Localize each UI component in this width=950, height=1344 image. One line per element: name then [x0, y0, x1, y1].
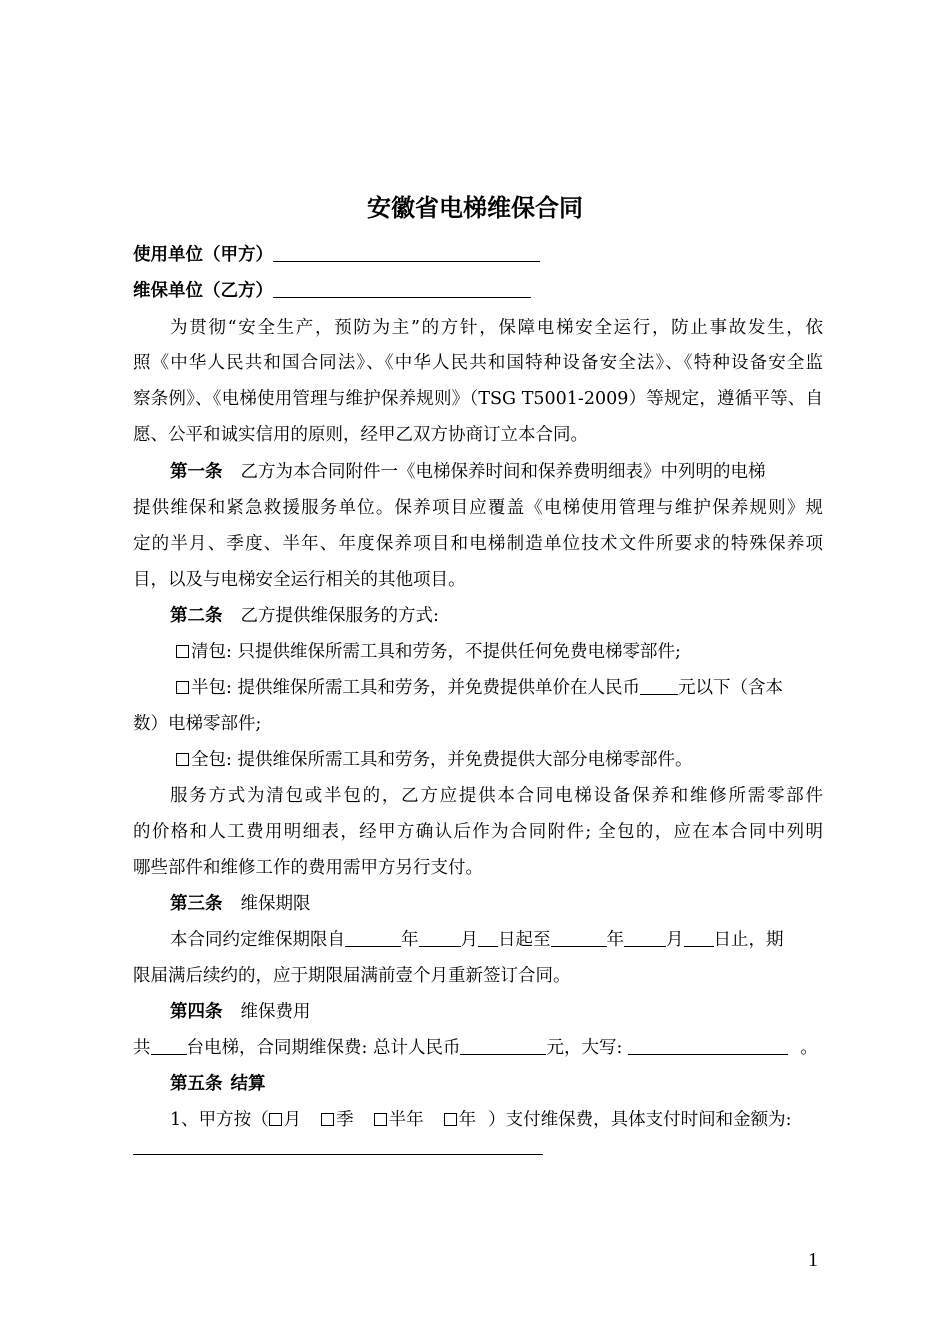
party-a-blank[interactable] — [273, 243, 540, 262]
article-4-line — [170, 1000, 870, 1024]
option-full-package[interactable] — [176, 748, 876, 772]
party-a-label: 使用单位（甲方） — [133, 245, 273, 265]
end-year-blank[interactable] — [551, 928, 607, 947]
document-title: 安徽省电梯维保合同 — [367, 194, 583, 222]
option-clean-package[interactable] — [176, 640, 876, 664]
payment-text: ）支付维保费，具体支付时间和金额为: — [488, 1110, 792, 1130]
party-b-label: 维保单位（乙方） — [133, 281, 273, 301]
fee-text: 元，大写: — [546, 1038, 623, 1058]
article-2-intro: 乙方提供维保服务的方式: — [240, 606, 439, 626]
article-3-heading: 第三条 — [170, 894, 223, 914]
payment-option-month: 月 — [283, 1110, 302, 1130]
elevator-count-blank[interactable] — [151, 1036, 187, 1055]
party-b-blank[interactable] — [273, 279, 531, 298]
fee-amount-blank[interactable] — [460, 1036, 546, 1055]
article-4-subject: 维保费用 — [240, 1002, 311, 1022]
party-a-line — [133, 243, 833, 267]
checkbox-clean[interactable] — [176, 645, 189, 658]
checkbox-year[interactable] — [444, 1113, 457, 1126]
fee-text: 台电梯，合同期维保费: 总计人民币 — [186, 1038, 461, 1058]
preamble-line: 愿、公平和诚实信用的原则，经甲乙双方协商订立本合同。 — [133, 425, 588, 445]
payment-cycle-line — [170, 1108, 870, 1132]
option-half-continued: 数）电梯零部件; — [133, 714, 262, 734]
term-text: 月 — [666, 930, 684, 950]
term-text: 本合同约定维保期限自 — [170, 930, 345, 950]
checkbox-half-year[interactable] — [374, 1113, 387, 1126]
payment-option-half-year: 半年 — [388, 1110, 424, 1130]
option-full-text: 全包: 提供维保所需工具和劳务，并免费提供大部分电梯零部件。 — [191, 750, 693, 770]
term-text: 日止，期 — [713, 930, 784, 950]
article-1-line: 目，以及与电梯安全运行相关的其他项目。 — [133, 570, 466, 590]
unit-price-blank[interactable] — [640, 676, 678, 695]
checkbox-full[interactable] — [176, 753, 189, 766]
fee-words-blank[interactable] — [628, 1036, 788, 1055]
article-2-note: 服务方式为清包或半包的，乙方应提供本合同电梯设备保养和维修所需零部件 — [170, 786, 823, 806]
term-text: 日起至 — [498, 930, 551, 950]
article-2-note: 哪些部件和维修工作的费用需甲方另行支付。 — [133, 858, 483, 878]
payment-option-year: 年 — [458, 1110, 477, 1130]
page-number: 1 — [808, 1249, 818, 1271]
party-b-line — [133, 279, 833, 303]
payment-detail-blank[interactable] — [133, 1154, 543, 1155]
article-4-heading: 第四条 — [170, 1002, 223, 1022]
article-1-line — [170, 460, 870, 484]
term-text: 月 — [460, 930, 478, 950]
term-period-line — [170, 928, 870, 952]
start-year-blank[interactable] — [345, 928, 401, 947]
article-5-subject: 结算 — [230, 1074, 266, 1094]
option-half-package[interactable] — [176, 676, 876, 700]
payment-option-quarter: 季 — [336, 1110, 354, 1130]
preamble-line: 为贯彻“安全生产，预防为主”的方针，保障电梯安全运行，防止事故发生，依 — [170, 318, 823, 338]
preamble-line: 察条例》、《电梯使用管理与维护保养规则》（TSG T5001-2009）等规定，遵循平等、自 — [133, 389, 823, 409]
checkbox-month[interactable] — [269, 1113, 282, 1126]
article-1-heading: 第一条 — [170, 462, 223, 482]
start-month-blank[interactable] — [419, 928, 461, 947]
term-renewal-line: 限届满后续约的，应于期限届满前壹个月重新签订合同。 — [133, 966, 571, 986]
article-3-subject: 维保期限 — [240, 894, 311, 914]
article-2-heading: 第二条 — [170, 606, 223, 626]
article-2-note: 的价格和人工费用明细表，经甲方确认后作为合同附件; 全包的，应在本合同中列明 — [133, 822, 823, 842]
article-3-line — [170, 892, 870, 916]
option-half-text: 半包: 提供维保所需工具和劳务，并免费提供单价在人民币 — [191, 678, 640, 698]
article-5-line — [170, 1072, 870, 1096]
option-clean-text: 清包: 只提供维保所需工具和劳务，不提供任何免费电梯零部件; — [191, 642, 681, 662]
checkbox-quarter[interactable] — [321, 1113, 334, 1126]
checkbox-half[interactable] — [176, 681, 189, 694]
term-text: 年 — [606, 930, 624, 950]
fee-text: 共 — [133, 1038, 151, 1058]
article-1-line: 提供维保和紧急救援服务单位。保养项目应覆盖《电梯使用管理与维护保养规则》规 — [133, 498, 823, 518]
fee-line — [133, 1036, 833, 1060]
preamble-line: 照《中华人民共和国合同法》、《中华人民共和国特种设备安全法》、《特种设备安全监 — [133, 353, 823, 373]
start-day-blank[interactable] — [478, 928, 498, 947]
end-day-blank[interactable] — [684, 928, 714, 947]
article-5-heading: 第五条 — [170, 1074, 223, 1094]
payment-text: 1、甲方按（ — [170, 1110, 269, 1130]
article-1-text: 乙方为本合同附件一《电梯保养时间和保养费明细表》中列明的电梯 — [240, 462, 766, 482]
term-text: 年 — [401, 930, 419, 950]
end-month-blank[interactable] — [624, 928, 666, 947]
article-2-line — [170, 604, 870, 628]
fee-text: 。 — [800, 1038, 818, 1058]
option-half-text: 元以下（含本 — [677, 678, 783, 698]
article-1-line: 定的半月、季度、半年、年度保养项目和电梯制造单位技术文件所要求的特殊保养项 — [133, 534, 823, 554]
